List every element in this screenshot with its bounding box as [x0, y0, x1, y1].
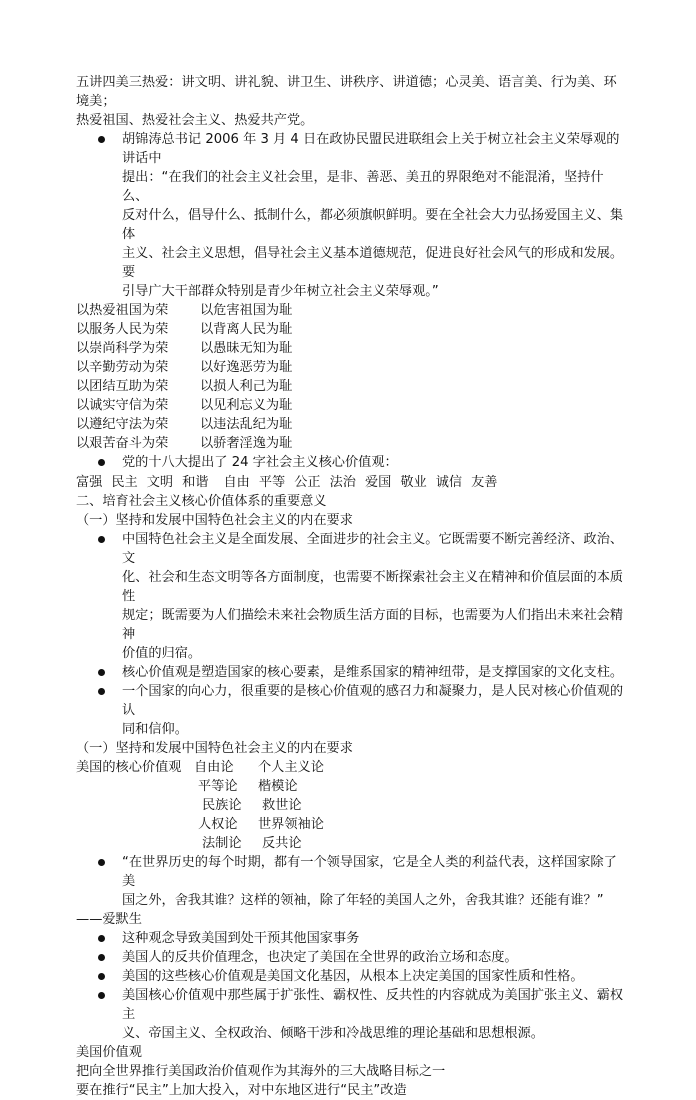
footer-line-2: 要在推行“民主”上加大投入，对中东地区进行“民主”改造 — [76, 1083, 407, 1098]
us-bullet-4 — [76, 986, 628, 1043]
shame-text: 以损人利己为耻 — [200, 379, 293, 394]
us-value-item: 反共论 — [262, 836, 302, 851]
core-value: 公正 — [294, 475, 321, 490]
shame-text: 以背离人民为耻 — [200, 322, 293, 337]
honor-text: 以遵纪守法为荣 — [76, 417, 169, 432]
core-value: 和谐 — [182, 475, 209, 490]
us-value-item: 人权论 — [198, 817, 238, 832]
honor-shame-row — [76, 358, 628, 377]
us-bullet-1 — [76, 929, 628, 948]
honor-text: 以热爱祖国为荣 — [76, 303, 169, 318]
bullet-dot-icon — [98, 859, 105, 866]
us-values-row — [76, 777, 628, 796]
bullet-line: 美国核心价值观中那些属于扩张性、霸权性、反共性的内容就成为美国扩张主义、霸权主 — [122, 988, 624, 1022]
us-value-item: 法制论 — [202, 836, 242, 851]
bullet-dot-icon — [98, 136, 105, 143]
us-values-row — [76, 815, 628, 834]
shame-text: 以违法乱纪为耻 — [200, 417, 293, 432]
core-value: 友善 — [471, 475, 498, 490]
cs-bullet-3 — [76, 682, 628, 739]
honor-shame-row — [76, 396, 628, 415]
honor-text: 以艰苦奋斗为荣 — [76, 436, 169, 451]
honor-text: 以服务人民为荣 — [76, 322, 169, 337]
us-value-item: 楷模论 — [258, 779, 298, 794]
honor-shame-row — [76, 320, 628, 339]
hu-quote-line: 提出：“在我们的社会主义社会里，是非、善恶、美丑的界限绝对不能混淆，坚持什么、 — [122, 170, 604, 204]
cs-bullet-2 — [76, 663, 628, 682]
core-value: 富强 — [76, 475, 103, 490]
section-2-subtitle: （一）坚持和发展中国特色社会主义的内在要求 — [76, 513, 353, 528]
us-values-block — [76, 758, 628, 853]
honor-shame-list — [76, 301, 628, 453]
document-body — [76, 73, 628, 1100]
core-value: 敬业 — [400, 475, 427, 490]
us-values-label: 美国的核心价值观 — [76, 760, 182, 775]
bullet-dot-icon — [98, 459, 105, 466]
section-2-subtitle-repeat: （一）坚持和发展中国特色社会主义的内在要求 — [76, 741, 353, 756]
footer-title: 美国价值观 — [76, 1045, 142, 1060]
quote-attribution: ——爱默生 — [76, 912, 142, 927]
hu-quote-line: 引导广大干部群众特别是青少年树立社会主义荣辱观。” — [122, 284, 439, 299]
core-value: 民主 — [111, 475, 138, 490]
shame-text: 以好逸恶劳为耻 — [200, 360, 293, 375]
shame-text: 以愚昧无知为耻 — [200, 341, 293, 356]
bullet-line: 一个国家的向心力，很重要的是核心价值观的感召力和凝聚力，是人民对核心价值观的认 — [122, 684, 624, 718]
core-value: 诚信 — [435, 475, 463, 490]
core-value: 爱国 — [365, 475, 392, 490]
us-bullet-3 — [76, 967, 628, 986]
hu-quote-line: 胡锦涛总书记 2006 年 3 月 4 日在政协民盟民进联组会上关于树立社会主义荣辱观的讲话中 — [122, 132, 620, 166]
bullet-line: 美国的这些核心价值观是美国文化基因，从根本上决定美国的国家性质和性格。 — [122, 969, 584, 984]
hu-quote-line: 反对什么，倡导什么、抵制什么，都必须旗帜鲜明。要在全社会大力弘扬爱国主义、集体 — [122, 208, 624, 242]
bullet-line: 同和信仰。 — [122, 722, 188, 737]
quote-line: 国之外，舍我其谁？这样的领袖，除了年轻的美国人之外，舍我其谁？还能有谁？” — [122, 893, 604, 908]
shame-text: 以见利忘义为耻 — [200, 398, 293, 413]
us-value-item: 平等论 — [198, 779, 238, 794]
us-bullet-2 — [76, 948, 628, 967]
us-values-row — [76, 834, 628, 853]
bullet-dot-icon — [98, 954, 105, 961]
intro-line-1: 五讲四美三热爱：讲文明、讲礼貌、讲卫生、讲秩序、讲道德；心灵美、语言美、行为美、环境美； — [76, 75, 617, 109]
us-value-item: 民族论 — [202, 798, 242, 813]
quote-line: “在世界历史的每个时期，都有一个领导国家，它是全人类的利益代表，这样国家除了美 — [122, 855, 617, 889]
bullet-dot-icon — [98, 669, 105, 676]
bullet-line: 核心价值观是塑造国家的核心要素，是维系国家的精神纽带，是支撑国家的文化支柱。 — [122, 665, 624, 680]
honor-shame-row — [76, 415, 628, 434]
bullet-line: 美国人的反共价值理念，也决定了美国在全世界的政治立场和态度。 — [122, 950, 518, 965]
us-value-item: 世界领袖论 — [258, 817, 324, 832]
us-value-item: 个人主义论 — [258, 760, 324, 775]
bullet-line: 这种观念导致美国到处干预其他国家事务 — [122, 931, 360, 946]
intro-line-2: 热爱祖国、热爱社会主义、热爱共产党。 — [76, 113, 314, 128]
emerson-quote-bullet — [76, 853, 628, 910]
honor-shame-row — [76, 377, 628, 396]
core-value: 平等 — [258, 475, 286, 490]
honor-text: 以团结互助为荣 — [76, 379, 169, 394]
bullet-dot-icon — [98, 935, 105, 942]
bullet-line: 化、社会和生态文明等各方面制度，也需要不断探索社会主义在精神和价值层面的本质性 — [122, 570, 624, 604]
footer-line-1: 把向全世界推行美国政治价值观作为其海外的三大战略目标之一 — [76, 1064, 446, 1079]
bullet-dot-icon — [98, 536, 105, 543]
core-values-line — [76, 473, 628, 492]
bullet-dot-icon — [98, 992, 105, 999]
party18-bullet — [76, 453, 628, 472]
us-values-row — [76, 796, 628, 815]
core-value: 法治 — [329, 475, 356, 490]
honor-text: 以辛勤劳动为荣 — [76, 360, 169, 375]
honor-shame-row — [76, 434, 628, 453]
honor-text: 以崇尚科学为荣 — [76, 341, 169, 356]
honor-text: 以诚实守信为荣 — [76, 398, 169, 413]
section-2-title: 二、培育社会主义核心价值体系的重要意义 — [76, 494, 327, 509]
us-values-row — [76, 758, 628, 777]
core-value: 文明 — [146, 475, 174, 490]
honor-shame-row — [76, 301, 628, 320]
party18-text: 党的十八大提出了 24 字社会主义核心价值观： — [122, 455, 398, 470]
bullet-dot-icon — [98, 973, 105, 980]
cs-bullet-1 — [76, 530, 628, 663]
us-value-item: 救世论 — [262, 798, 302, 813]
honor-shame-row — [76, 339, 628, 358]
shame-text: 以危害祖国为耻 — [200, 303, 293, 318]
hu-quote-line: 主义、社会主义思想，倡导社会主义基本道德规范，促进良好社会风气的形成和发展。要 — [122, 246, 624, 280]
bullet-dot-icon — [98, 688, 105, 695]
bullet-line: 中国特色社会主义是全面发展、全面进步的社会主义。它既需要不断完善经济、政治、文 — [122, 532, 624, 566]
shame-text: 以骄奢淫逸为耻 — [200, 436, 293, 451]
bullet-line: 义、帝国主义、全权政治、倾略干涉和冷战思维的理论基础和思想根源。 — [122, 1026, 544, 1041]
us-value-item: 自由论 — [194, 760, 234, 775]
hu-quote-bullet — [76, 130, 628, 301]
core-value: 自由 — [223, 475, 250, 490]
bullet-line: 规定；既需要为人们描绘未来社会物质生活方面的目标，也需要为人们指出未来社会精神 — [122, 608, 624, 642]
bullet-line: 价值的归宿。 — [122, 646, 202, 661]
